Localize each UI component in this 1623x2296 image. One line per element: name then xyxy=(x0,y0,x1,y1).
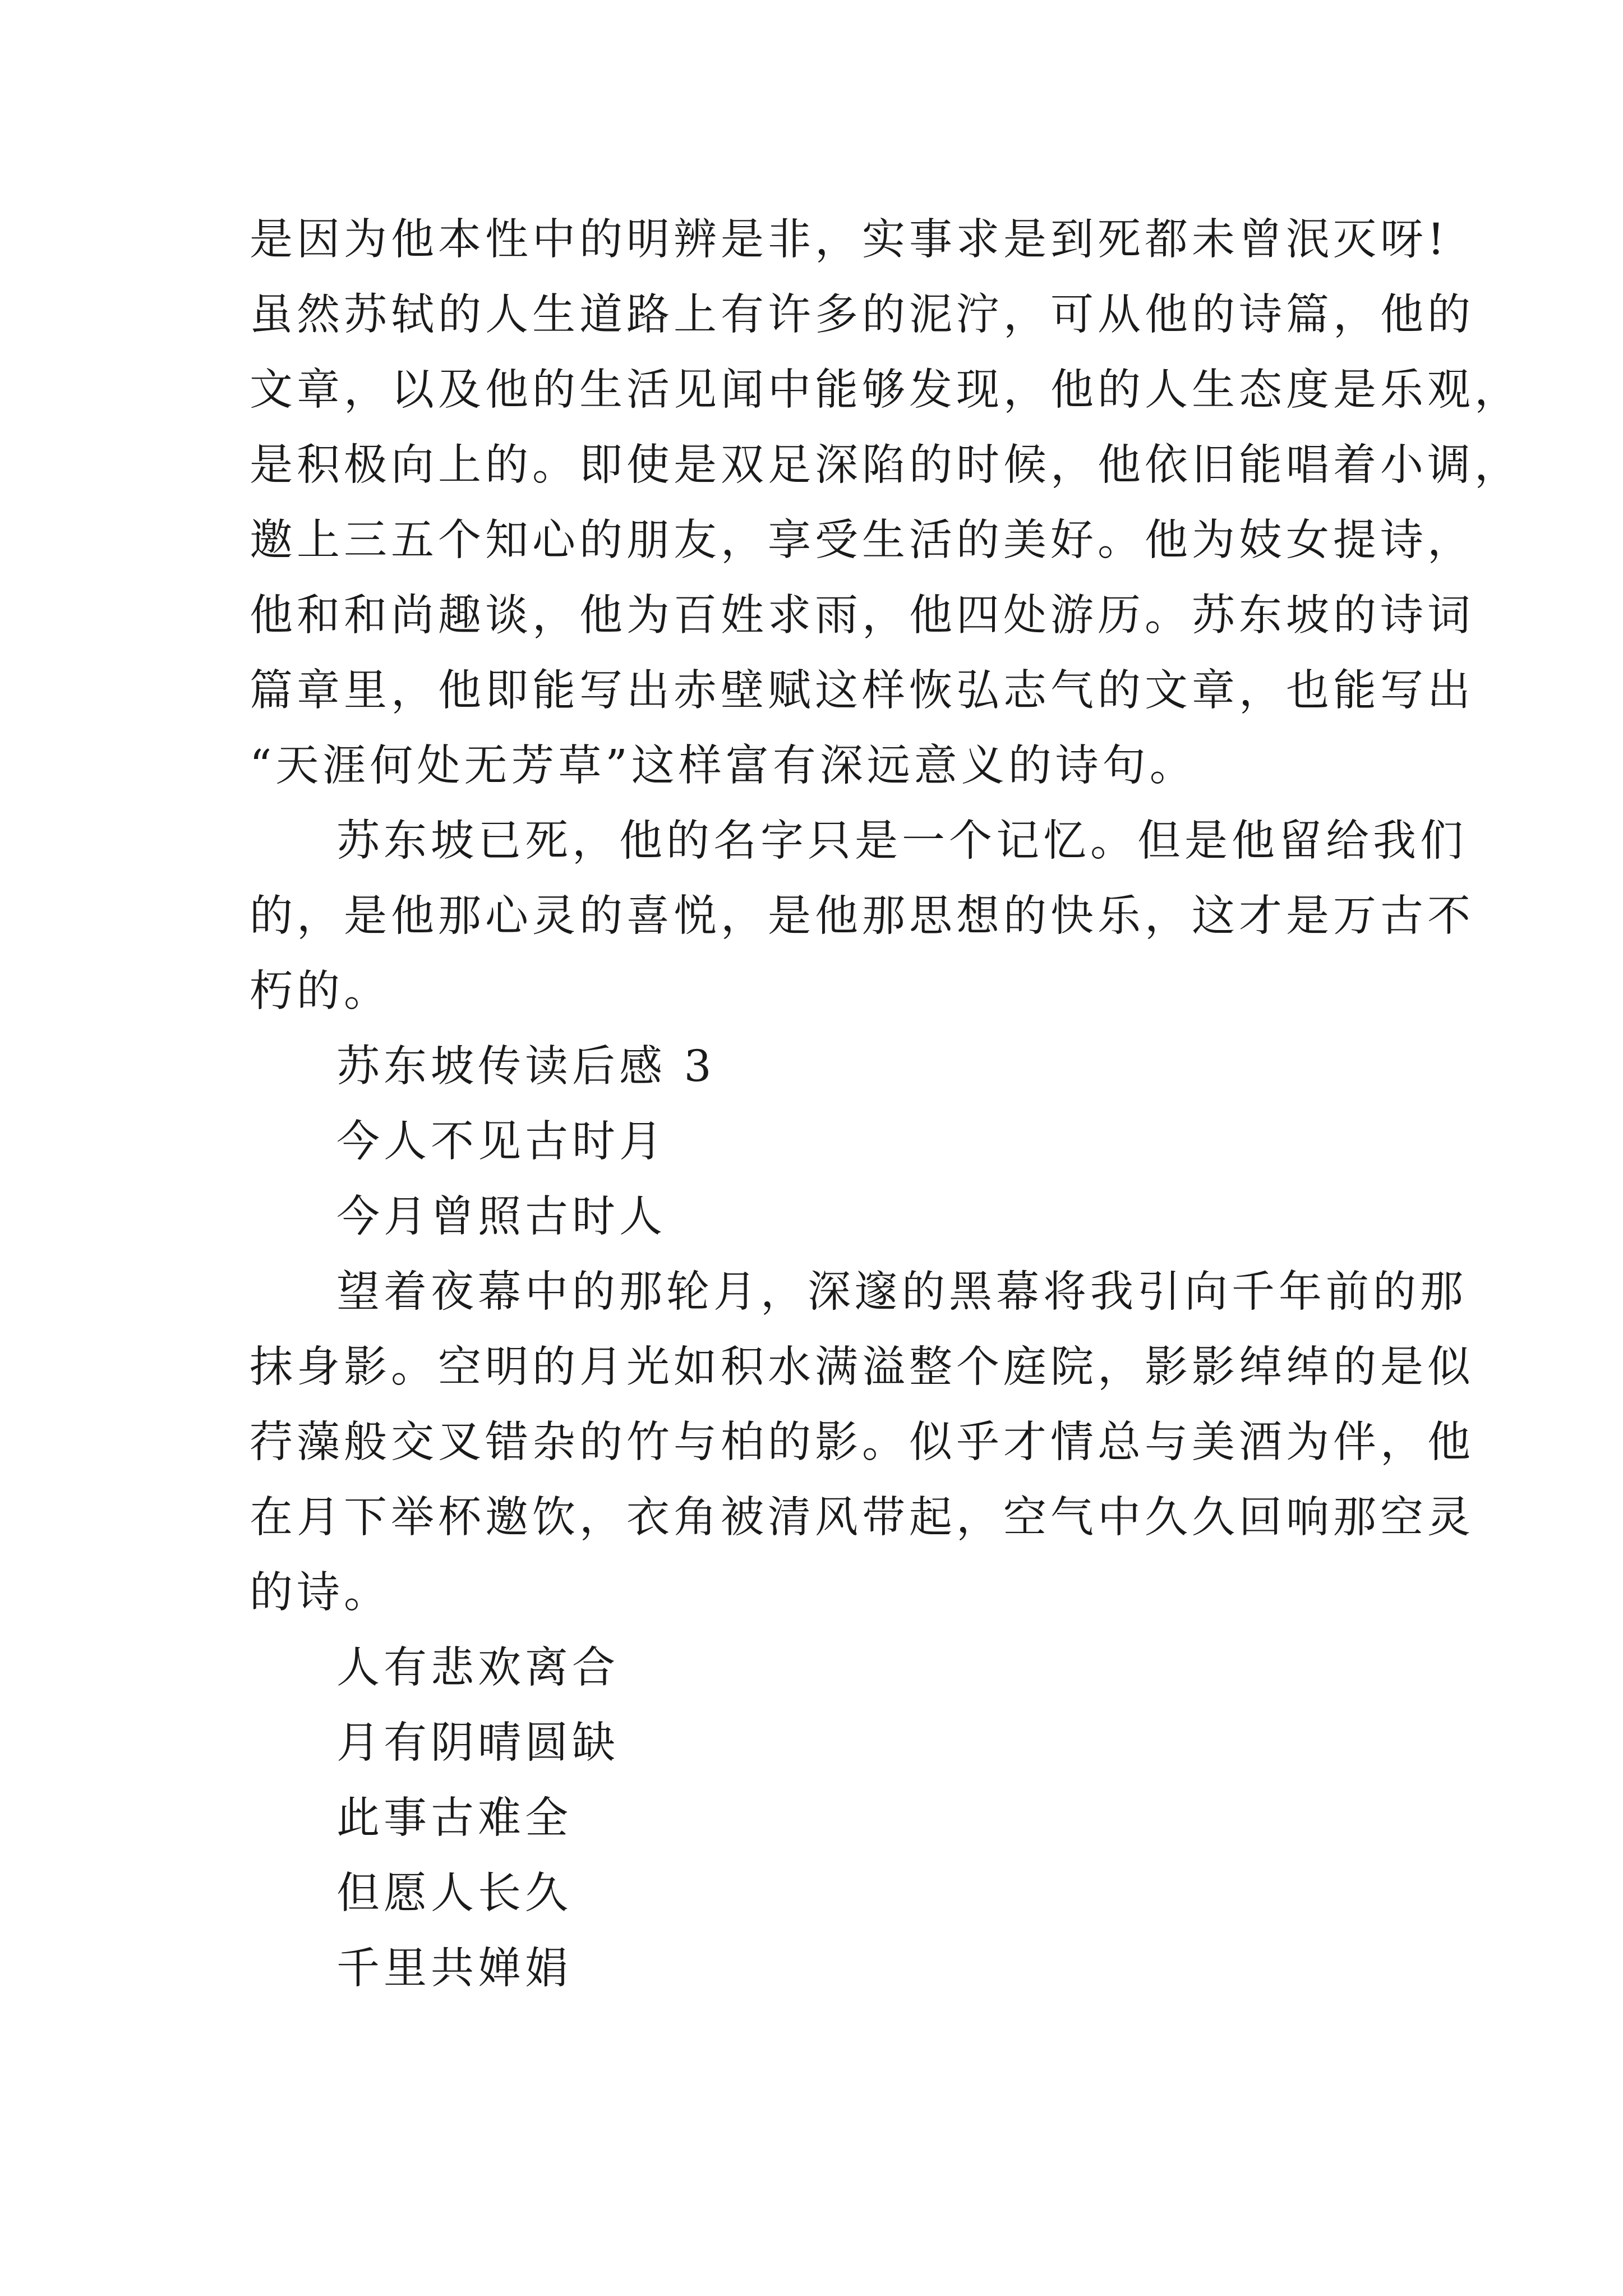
text-line: 篇章里，他即能写出赤壁赋这样恢弘志气的文章，也能写出 xyxy=(250,666,1474,716)
poem-line: 此事古难全 xyxy=(336,1793,572,1843)
text-line: 他和和尚趣谈，他为百姓求雨，他四处游历。苏东坡的诗词 xyxy=(250,591,1474,641)
poem-line: 人有悲欢离合 xyxy=(336,1643,619,1693)
poem-line: 今人不见古时月 xyxy=(336,1117,666,1167)
text-line: 朽的。 xyxy=(250,967,391,1016)
poem-line: 月有阴晴圆缺 xyxy=(336,1718,619,1768)
text-line: 苏东坡已死，他的名字只是一个记忆。但是他留给我们 xyxy=(336,816,1467,866)
poem-line: 千里共婵娟 xyxy=(336,1944,572,1994)
text-line: 的诗。 xyxy=(250,1568,391,1618)
text-line: 望着夜幕中的那轮月，深邃的黑幕将我引向千年前的那 xyxy=(336,1267,1467,1317)
text-line: 荇藻般交叉错杂的竹与柏的影。似乎才情总与美酒为伴，他 xyxy=(250,1418,1474,1467)
text-line: 的，是他那心灵的喜悦，是他那思想的快乐，这才是万古不 xyxy=(250,891,1474,941)
poem-line: 但愿人长久 xyxy=(336,1869,572,1918)
text-line: “天涯何处无芳草”这样富有深远意义的诗句。 xyxy=(250,741,1197,791)
text-line: 抹身影。空明的月光如积水满溢整个庭院，影影绰绰的是似 xyxy=(250,1342,1474,1392)
text-line: 是因为他本性中的明辨是非，实事求是到死都未曾泯灭呀! xyxy=(250,215,1449,265)
text-line: 是积极向上的。即使是双足深陷的时候，他依旧能唱着小调， xyxy=(250,440,1521,490)
text-line: 文章，以及他的生活见闻中能够发现，他的人生态度是乐观， xyxy=(250,365,1521,415)
text-line: 在月下举杯邀饮，衣角被清风带起，空气中久久回响那空灵 xyxy=(250,1493,1474,1543)
section-heading: 苏东坡传读后感 3 xyxy=(336,1042,716,1092)
text-line: 虽然苏轼的人生道路上有许多的泥泞，可从他的诗篇，他的 xyxy=(250,290,1474,340)
text-line: 邀上三五个知心的朋友，享受生活的美好。他为妓女提诗， xyxy=(250,516,1474,565)
poem-line: 今月曾照古时人 xyxy=(336,1192,666,1242)
